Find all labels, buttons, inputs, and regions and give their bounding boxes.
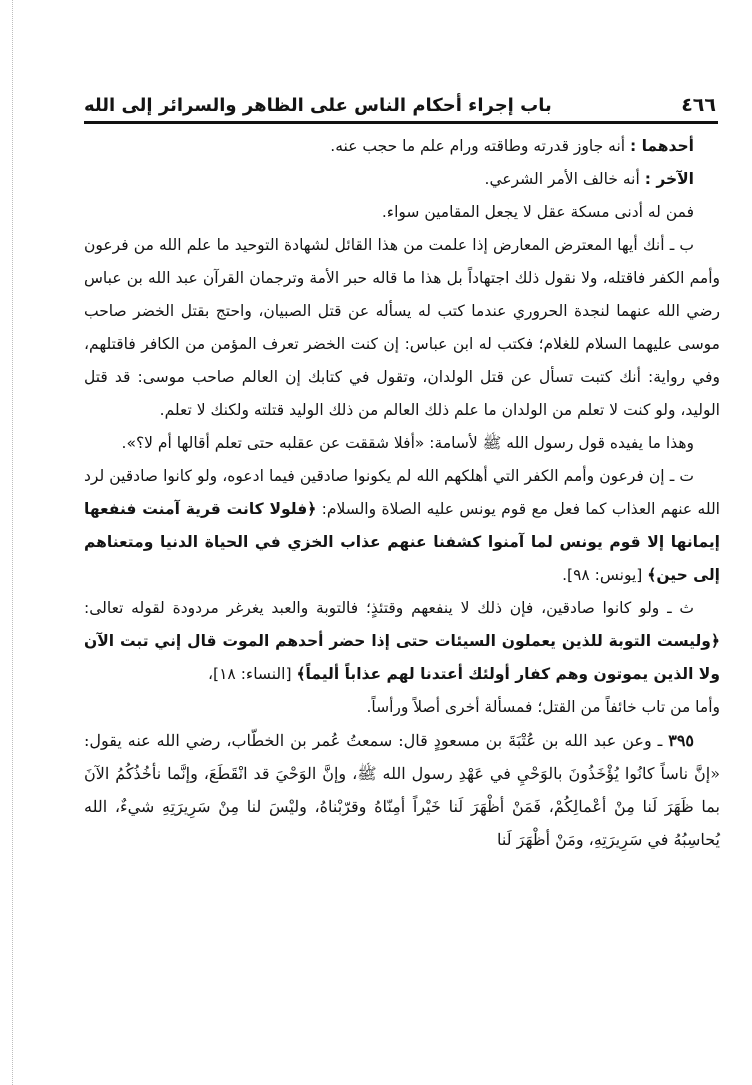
second-reason-label: الآخر : [644, 170, 694, 188]
running-title: باب إجراء أحكام الناس على الظاهر والسرائر إلى الله [84, 95, 552, 116]
paragraph-first-reason [84, 130, 720, 163]
point-th-text: ث ـ ولو كانوا صادقين، فإن ذلك لا ينفعهم وقتئذٍ؛ فالتوبة والعبد يغرغر مردودة لقوله تعالى: [84, 599, 694, 617]
paragraph-usama-hadith: وهذا ما يفيده قول رسول الله ﷺ لأسامة: «أفلا شققت عن عقلبه حتى تعلم أقالها أم لا؟». [121, 434, 694, 452]
point-t-text: ت ـ إن فرعون وأمم الكفر التي أهلكهم الله لم يكونوا صادقين فيما ادعوه، ولو كانوا صادقين لرد الله عنهم العذاب كما فعل مع قوم يونس عليه الصلاة والسلام: [84, 467, 720, 518]
quran-ref-nisa: [النساء: ١٨]، [208, 665, 297, 683]
page-binding-edge [12, 0, 13, 1085]
page-number: ٤٦٦ [681, 94, 716, 116]
quran-verse-yunus: ﴿فلولا كانت قرية آمنت فنفعها إيمانها إلا قوم يونس لما آمنوا كشفنا عنهم عذاب الخزي في الحياة الدنيا ومتعناهم إلى حين﴾ [84, 500, 720, 584]
first-reason-label: أحدهما : [630, 137, 694, 155]
hadith-395 [84, 724, 720, 856]
paragraph-repentance: وأما من تاب خائفاً من القتل؛ فمسألة أخرى أصلاً ورأساً. [366, 698, 720, 716]
paragraph-point-t [84, 460, 720, 592]
paragraph-conclusion: فمن له أدنى مسكة عقل لا يجعل المقامين سواء. [381, 203, 694, 221]
second-reason-text: أنه خالف الأمر الشرعي. [484, 170, 645, 188]
paragraph-second-reason [84, 163, 720, 196]
paragraph-point-b: ب ـ أنك أيها المعترض المعارض إذا علمت من هذا القائل لشهادة التوحيد ما علم الله من فرعون وأمم الكفر فاقتله، ولا نقول ذلك اجتهاداً بل هذا ما قاله حبر الأمة وترجمان القرآن عبد الله بن عباس رضي الله عنهما لنجدة الحروري عندما كتب له يسأله عن قتل الصبيان، واحتج بقتل الخضر صاحب موسى عليهما السلام للغلام؛ فكتب له ابن عباس: إن كنت الخضر تعرف المؤمن من الكافر فاقتلهم، وفي رواية: أنك كتبت تسأل عن قتل الولدان، وتقول في كتابك إن العالم صاحب موسى: قد قتل الوليد، ولو كنت لا تعلم من الولدان ما علم ذلك العالم من ذلك الوليد قتلته ولكنك لا تعلم. [84, 236, 720, 419]
page-header [84, 80, 716, 116]
header-rule [84, 121, 718, 124]
paragraph-point-th [84, 592, 720, 691]
first-reason-text: أنه جاوز قدرته وطاقته ورام علم ما حجب عنه. [330, 137, 630, 155]
quran-ref-yunus: [يونس: ٩٨]. [562, 566, 648, 584]
hadith-number: ٣٩٥ [668, 731, 694, 750]
quran-verse-nisa: ﴿وليست التوبة للذين يعملون السيئات حتى إذا حضر أحدهم الموت قال إني تبت الآن ولا الذين يموتون وهم كفار أولئك أعتدنا لهم عذاباً أليماً﴾ [84, 632, 720, 683]
hadith-text: ـ وعن عبد الله بن عُتْبَةَ بن مسعودٍ قال: سمعتُ عُمر بن الخطّاب، رضي الله عنه يقول: «إنَّ ناساً كانُوا يُؤْخَذُونَ بالوَحْيِ في عَهْدِ رسول الله ﷺ، وإنَّ الوَحْيَ قد انْقَطَعَ، وإنَّما نأخُذُكُمُ الآنَ بما ظَهَرَ لَنا مِنْ أعْمالِكُمْ، فَمَنْ أظْهَرَ لَنا خَيْراً أمِنّاهُ وقرّبْناهُ، وليْسَ لنا مِنْ سَرِيرَتِهِ شيءٌ، الله يُحاسِبُهُ في سَرِيرَتِهِ، ومَنْ أظْهَرَ لَنا [84, 731, 720, 849]
body-text [84, 130, 720, 856]
